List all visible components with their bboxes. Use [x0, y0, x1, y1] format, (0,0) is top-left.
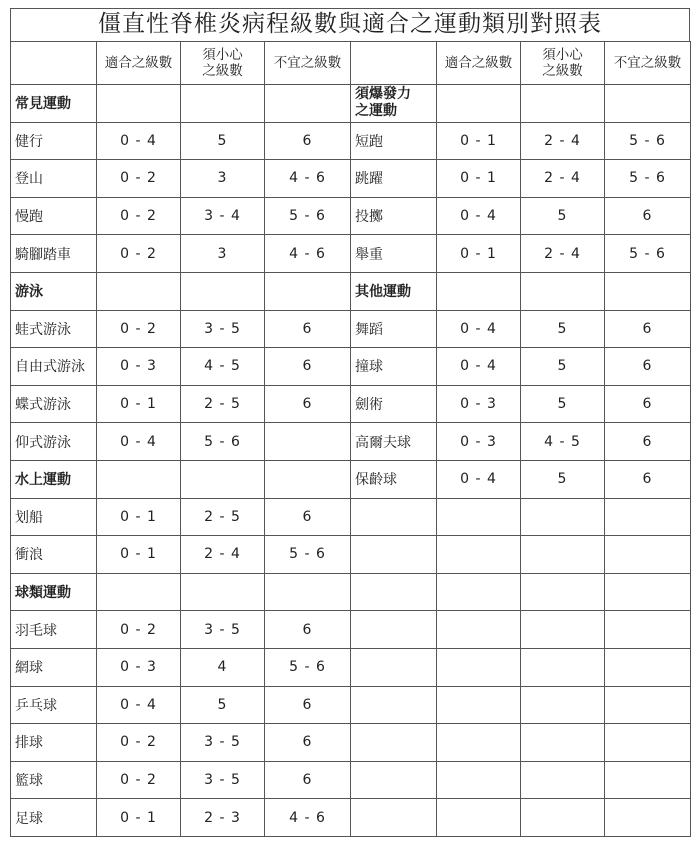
- exercise-name: 網球: [11, 648, 97, 686]
- unsuitable-levels: 4 - 6: [265, 799, 351, 837]
- table-row: [11, 235, 691, 273]
- unsuitable-levels: 5 - 6: [605, 160, 691, 198]
- unsuitable-levels: [605, 272, 691, 310]
- caution-levels: 4 - 5: [521, 423, 605, 461]
- table-row: [11, 160, 691, 198]
- unsuitable-levels: [265, 460, 351, 498]
- table-row: [11, 799, 691, 837]
- table-row: [11, 573, 691, 611]
- exercise-name: 投擲: [351, 197, 437, 235]
- unsuitable-levels: [265, 573, 351, 611]
- caution-levels: 2 - 5: [181, 498, 265, 536]
- caution-levels: [181, 272, 265, 310]
- caution-levels: [181, 460, 265, 498]
- exercise-name: 足球: [11, 799, 97, 837]
- table-row: [11, 460, 691, 498]
- unsuitable-levels: 6: [265, 310, 351, 348]
- caution-levels: 4 - 5: [181, 348, 265, 386]
- header-unsuitable: 不宜之級數: [265, 42, 351, 85]
- header-suitable: 適合之級數: [97, 42, 181, 85]
- caution-levels: 5: [521, 460, 605, 498]
- unsuitable-levels: [605, 611, 691, 649]
- caution-levels: 5: [181, 122, 265, 160]
- caution-levels: [521, 724, 605, 762]
- caution-levels: 5: [521, 197, 605, 235]
- suitable-levels: 0 - 4: [437, 348, 521, 386]
- caution-levels: 2 - 4: [181, 536, 265, 574]
- table-row: [11, 197, 691, 235]
- caution-levels: 3: [181, 160, 265, 198]
- caution-levels: [181, 573, 265, 611]
- unsuitable-levels: 6: [265, 611, 351, 649]
- header-row: [11, 42, 691, 85]
- suitable-levels: 0 - 3: [97, 348, 181, 386]
- exercise-name: [351, 611, 437, 649]
- suitable-levels: [97, 460, 181, 498]
- exercise-name: 短跑: [351, 122, 437, 160]
- caution-levels: [521, 272, 605, 310]
- caution-levels: 4: [181, 648, 265, 686]
- exercise-name: 排球: [11, 724, 97, 762]
- category-heading: 其他運動: [351, 272, 437, 310]
- unsuitable-levels: 4 - 6: [265, 160, 351, 198]
- caution-levels: [521, 761, 605, 799]
- exercise-name: [351, 724, 437, 762]
- exercise-name: 自由式游泳: [11, 348, 97, 386]
- unsuitable-levels: [605, 799, 691, 837]
- suitable-levels: [437, 648, 521, 686]
- header-caution-line1: 須小心: [202, 47, 243, 63]
- table-row: [11, 348, 691, 386]
- exercise-name: 慢跑: [11, 197, 97, 235]
- suitable-levels: [437, 686, 521, 724]
- unsuitable-levels: 6: [605, 460, 691, 498]
- table-row: [11, 385, 691, 423]
- suitable-levels: [437, 573, 521, 611]
- exercise-name: 健行: [11, 122, 97, 160]
- unsuitable-levels: 6: [605, 423, 691, 461]
- category-heading: 須爆發力 之運動: [351, 85, 437, 123]
- suitable-levels: 0 - 3: [97, 648, 181, 686]
- suitable-levels: 0 - 4: [97, 686, 181, 724]
- table-row: [11, 310, 691, 348]
- table-row: [11, 761, 691, 799]
- unsuitable-levels: 6: [605, 348, 691, 386]
- suitable-levels: 0 - 2: [97, 724, 181, 762]
- table-row: [11, 648, 691, 686]
- exercise-name: 蛙式游泳: [11, 310, 97, 348]
- suitable-levels: 0 - 4: [97, 423, 181, 461]
- table-row: [11, 536, 691, 574]
- caution-levels: 5: [521, 385, 605, 423]
- suitable-levels: 0 - 3: [437, 423, 521, 461]
- caution-levels: 3 - 4: [181, 197, 265, 235]
- category-heading: 常見運動: [11, 85, 97, 123]
- exercise-name: 劍術: [351, 385, 437, 423]
- suitable-levels: 0 - 2: [97, 235, 181, 273]
- exercise-name: 羽毛球: [11, 611, 97, 649]
- category-heading: 游泳: [11, 272, 97, 310]
- caution-levels: 5 - 6: [181, 423, 265, 461]
- suitable-levels: 0 - 2: [97, 160, 181, 198]
- caution-levels: 3 - 5: [181, 310, 265, 348]
- suitable-levels: [437, 85, 521, 123]
- caution-levels: 2 - 3: [181, 799, 265, 837]
- caution-levels: [521, 611, 605, 649]
- unsuitable-levels: 6: [265, 385, 351, 423]
- caution-levels: 5: [521, 310, 605, 348]
- table-row: [11, 272, 691, 310]
- suitable-levels: 0 - 3: [437, 385, 521, 423]
- header-caution: [521, 42, 605, 85]
- suitable-levels: [437, 799, 521, 837]
- unsuitable-levels: 6: [265, 498, 351, 536]
- table-row: [11, 85, 691, 123]
- caution-levels: [521, 648, 605, 686]
- caution-levels: 2 - 4: [521, 122, 605, 160]
- suitable-levels: [437, 611, 521, 649]
- page-title: 僵直性脊椎炎病程級數與適合之運動類別對照表: [10, 8, 690, 41]
- caution-levels: 3 - 5: [181, 724, 265, 762]
- caution-levels: [521, 85, 605, 123]
- caution-levels: 5: [181, 686, 265, 724]
- header-caution-line1: 須小心: [542, 47, 583, 63]
- exercise-name: 舞蹈: [351, 310, 437, 348]
- suitable-levels: 0 - 4: [437, 310, 521, 348]
- exercise-name: 舉重: [351, 235, 437, 273]
- suitable-levels: 0 - 1: [437, 160, 521, 198]
- caution-levels: [521, 686, 605, 724]
- exercise-name: [351, 648, 437, 686]
- caution-levels: 2 - 4: [521, 160, 605, 198]
- exercise-name: 撞球: [351, 348, 437, 386]
- exercise-name: 高爾夫球: [351, 423, 437, 461]
- exercise-name: 跳躍: [351, 160, 437, 198]
- table-row: [11, 724, 691, 762]
- category-heading: 球類運動: [11, 573, 97, 611]
- exercise-name: 划船: [11, 498, 97, 536]
- caution-levels: [521, 498, 605, 536]
- unsuitable-levels: [605, 498, 691, 536]
- exercise-table: [10, 41, 691, 837]
- unsuitable-levels: 6: [605, 197, 691, 235]
- suitable-levels: [97, 573, 181, 611]
- caution-levels: 3 - 5: [181, 611, 265, 649]
- unsuitable-levels: [605, 724, 691, 762]
- header-blank: [351, 42, 437, 85]
- suitable-levels: [97, 272, 181, 310]
- table-row: [11, 498, 691, 536]
- suitable-levels: 0 - 1: [97, 498, 181, 536]
- suitable-levels: [437, 724, 521, 762]
- suitable-levels: 0 - 4: [437, 460, 521, 498]
- category-heading: 水上運動: [11, 460, 97, 498]
- caution-levels: 3 - 5: [181, 761, 265, 799]
- suitable-levels: 0 - 2: [97, 611, 181, 649]
- exercise-name: 騎腳踏車: [11, 235, 97, 273]
- table-row: [11, 122, 691, 160]
- unsuitable-levels: 6: [265, 724, 351, 762]
- header-caution: [181, 42, 265, 85]
- exercise-name: 衝浪: [11, 536, 97, 574]
- caution-levels: [521, 573, 605, 611]
- caution-levels: 5: [521, 348, 605, 386]
- unsuitable-levels: 6: [605, 385, 691, 423]
- suitable-levels: [437, 536, 521, 574]
- unsuitable-levels: [605, 85, 691, 123]
- table-row: [11, 611, 691, 649]
- unsuitable-levels: [605, 686, 691, 724]
- suitable-levels: 0 - 4: [437, 197, 521, 235]
- exercise-name: [351, 761, 437, 799]
- exercise-name: 籃球: [11, 761, 97, 799]
- unsuitable-levels: 5 - 6: [265, 536, 351, 574]
- suitable-levels: 0 - 2: [97, 197, 181, 235]
- suitable-levels: 0 - 1: [97, 385, 181, 423]
- table-row: [11, 423, 691, 461]
- header-suitable: 適合之級數: [437, 42, 521, 85]
- suitable-levels: 0 - 1: [437, 235, 521, 273]
- table-row: [11, 686, 691, 724]
- header-unsuitable: 不宜之級數: [605, 42, 691, 85]
- exercise-name: 蝶式游泳: [11, 385, 97, 423]
- suitable-levels: 0 - 1: [437, 122, 521, 160]
- caution-levels: [521, 799, 605, 837]
- header-caution-line2: 之級數: [202, 63, 243, 79]
- caution-levels: 2 - 4: [521, 235, 605, 273]
- header-caution-line2: 之級數: [542, 63, 583, 79]
- unsuitable-levels: 6: [265, 348, 351, 386]
- unsuitable-levels: 6: [265, 122, 351, 160]
- exercise-name: 登山: [11, 160, 97, 198]
- header-blank: [11, 42, 97, 85]
- suitable-levels: [437, 498, 521, 536]
- unsuitable-levels: [605, 648, 691, 686]
- suitable-levels: [97, 85, 181, 123]
- exercise-name: [351, 573, 437, 611]
- exercise-name: 乒乓球: [11, 686, 97, 724]
- unsuitable-levels: [605, 536, 691, 574]
- unsuitable-levels: [605, 761, 691, 799]
- suitable-levels: [437, 761, 521, 799]
- exercise-name: [351, 536, 437, 574]
- unsuitable-levels: 6: [605, 310, 691, 348]
- unsuitable-levels: [265, 85, 351, 123]
- exercise-name: 仰式游泳: [11, 423, 97, 461]
- exercise-name: [351, 498, 437, 536]
- unsuitable-levels: 5 - 6: [605, 122, 691, 160]
- exercise-name: [351, 799, 437, 837]
- unsuitable-levels: 6: [265, 686, 351, 724]
- unsuitable-levels: 5 - 6: [265, 197, 351, 235]
- unsuitable-levels: [265, 423, 351, 461]
- suitable-levels: 0 - 1: [97, 799, 181, 837]
- suitable-levels: 0 - 1: [97, 536, 181, 574]
- unsuitable-levels: 5 - 6: [605, 235, 691, 273]
- unsuitable-levels: 6: [265, 761, 351, 799]
- exercise-name: 保齡球: [351, 460, 437, 498]
- unsuitable-levels: [265, 272, 351, 310]
- suitable-levels: [437, 272, 521, 310]
- suitable-levels: 0 - 2: [97, 761, 181, 799]
- unsuitable-levels: 4 - 6: [265, 235, 351, 273]
- unsuitable-levels: 5 - 6: [265, 648, 351, 686]
- exercise-name: [351, 686, 437, 724]
- unsuitable-levels: [605, 573, 691, 611]
- caution-levels: 3: [181, 235, 265, 273]
- caution-levels: [521, 536, 605, 574]
- caution-levels: 2 - 5: [181, 385, 265, 423]
- suitable-levels: 0 - 2: [97, 310, 181, 348]
- caution-levels: [181, 85, 265, 123]
- suitable-levels: 0 - 4: [97, 122, 181, 160]
